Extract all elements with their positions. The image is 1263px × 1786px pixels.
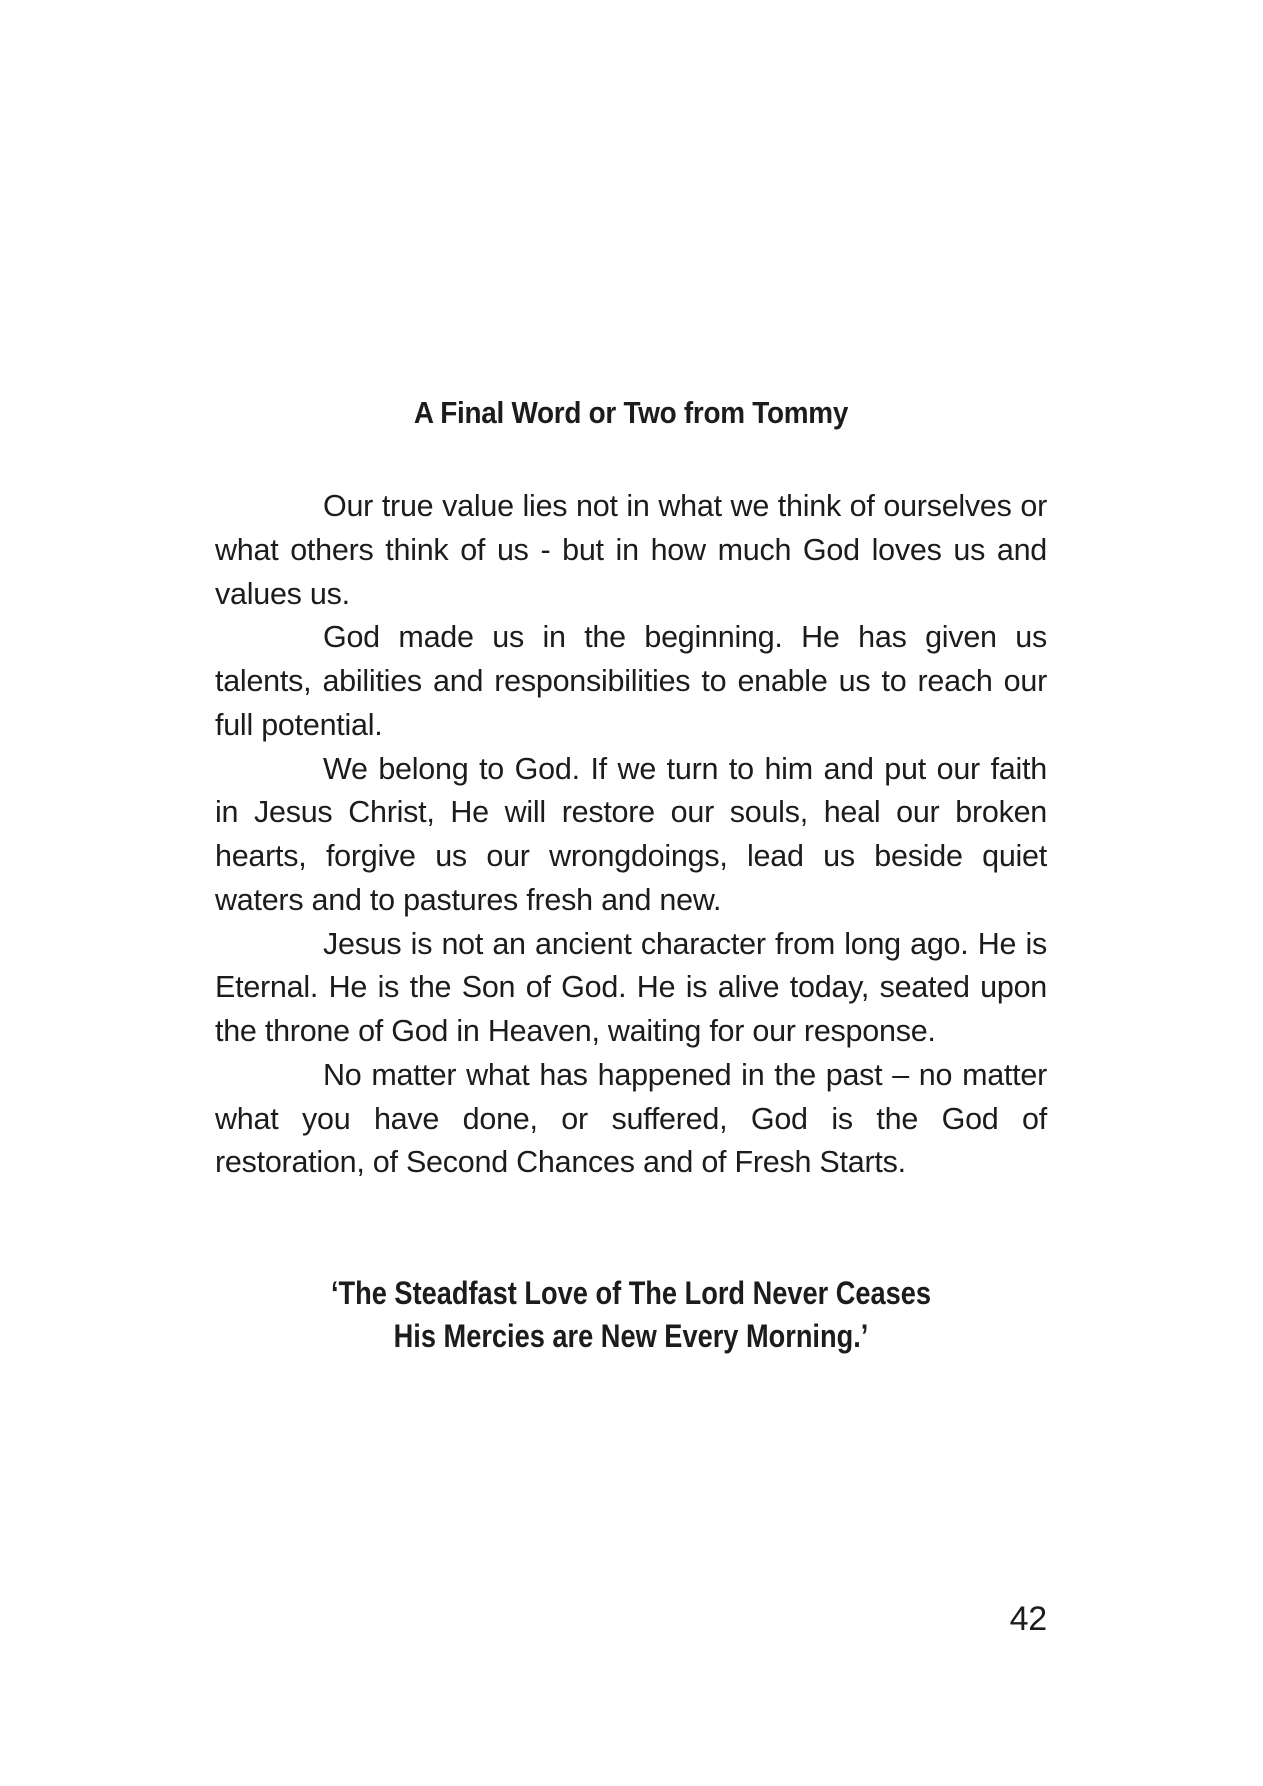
closing-quote	[277, 1272, 984, 1357]
page-number: 42	[1009, 1600, 1047, 1638]
chapter-title: A Final Word or Two from Tommy	[413, 395, 849, 430]
body-paragraph: Our true value lies not in what we think of ourselves or what others think of us - but in how much God loves us and values us.	[215, 489, 1047, 611]
closing-quote-line: His Mercies are New Every Morning.’	[393, 1317, 869, 1354]
body-text	[215, 485, 1047, 1185]
body-paragraph: No matter what has happened in the past – no matter what you have done, or suffered, God is the God of restoration, of Second Chances and of Fresh Starts.	[215, 1057, 1047, 1180]
body-paragraph: Jesus is not an ancient character from long ago. He is Eternal. He is the Son of God. He is alive today, seated upon the throne of God in Heaven, waiting for our response.	[215, 926, 1047, 1048]
body-paragraph: God made us in the beginning. He has given us talents, abilities and responsibilities to enable us to reach our full potential.	[215, 620, 1047, 742]
body-paragraph: We belong to God. If we turn to him and put our faith in Jesus Christ, He will restore our souls, heal our broken hearts, forgive us our wrongdoings, lead us beside quiet waters and to pastures fresh and new.	[215, 751, 1047, 917]
closing-quote-line: ‘The Steadfast Love of The Lord Never Ceases	[330, 1275, 932, 1311]
